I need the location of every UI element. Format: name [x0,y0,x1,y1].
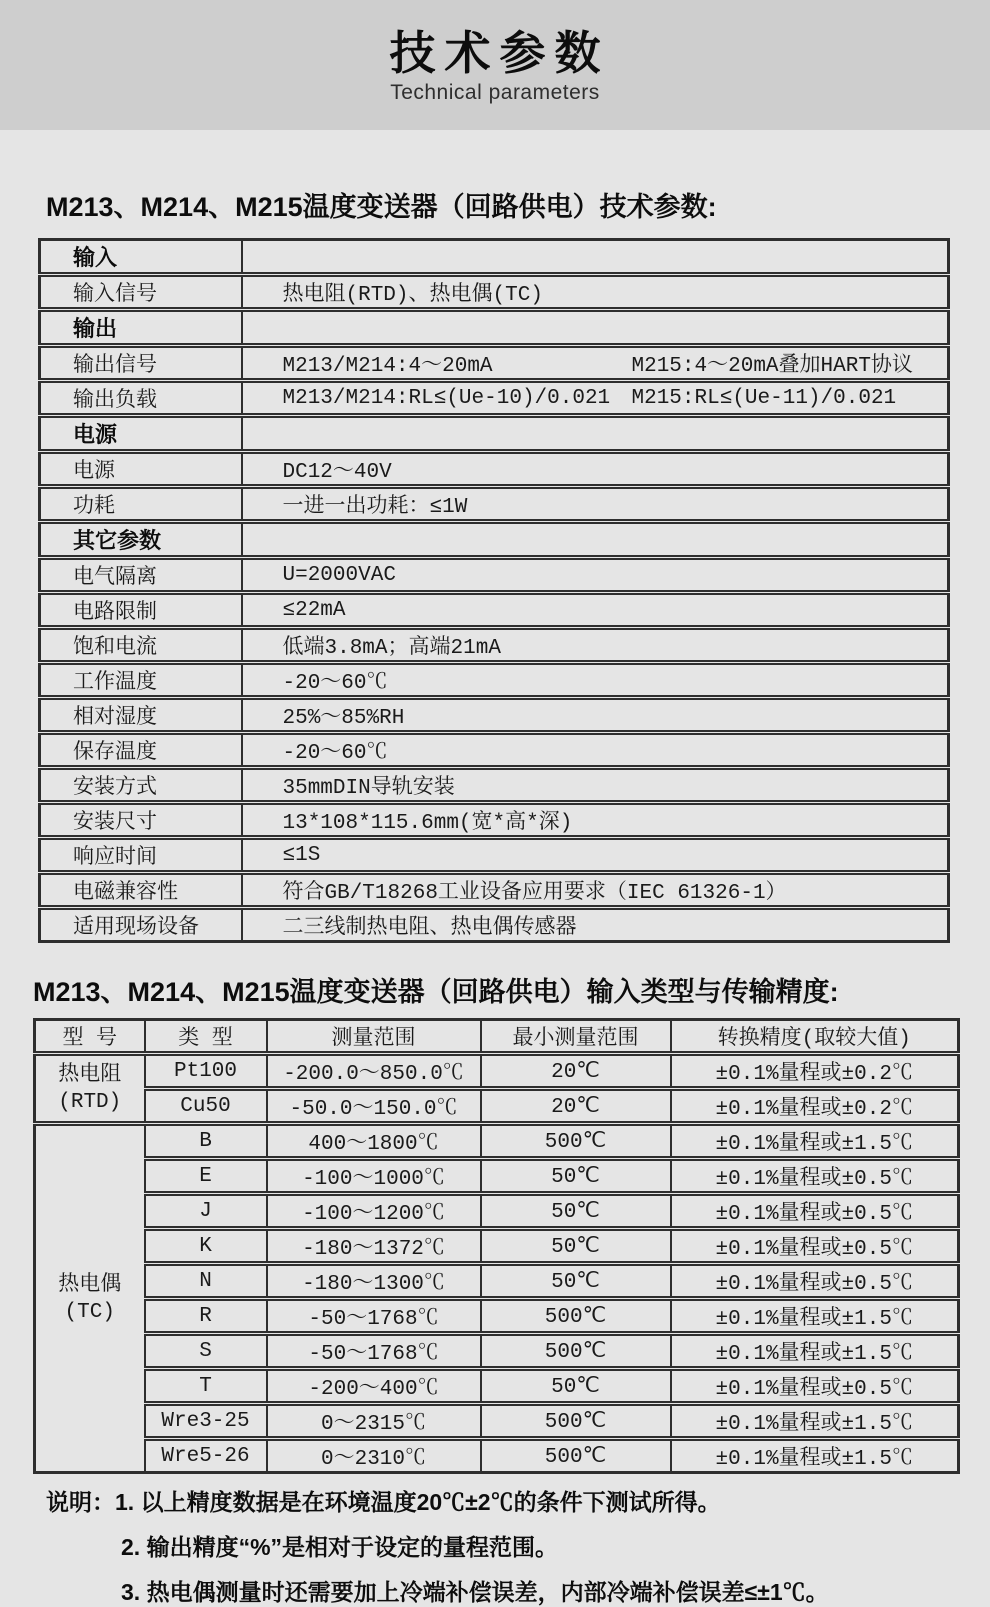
table-row [35,1439,959,1473]
accuracy-cell: ±0.1%量程或±0.5℃ [671,1194,959,1229]
types-table-body [35,1020,959,1473]
range-cell: -50～1768℃ [267,1334,481,1369]
param-label: 电气隔离 [40,558,242,593]
type-cell: B [145,1124,267,1159]
table-row [35,1229,959,1264]
type-cell: R [145,1299,267,1334]
type-cell: Pt100 [145,1054,267,1089]
param-value-right: M215:4～20mA叠加HART协议 [631,355,913,378]
range-cell: -50.0～150.0℃ [267,1089,481,1124]
range-cell: -180～1300℃ [267,1264,481,1299]
param-value: 25%～85%RH [242,698,949,733]
section-label: 电源 [40,416,242,452]
type-cell: S [145,1334,267,1369]
table-row [40,873,949,908]
table-row [35,1159,959,1194]
content [0,192,990,1607]
page-header [0,0,990,130]
table-row [40,698,949,733]
param-label: 电路限制 [40,593,242,628]
range-cell: -180～1372℃ [267,1229,481,1264]
type-cell: E [145,1159,267,1194]
page-title: 技术参数 [389,27,610,79]
model-sub: (RTD) [58,1090,122,1114]
min-range-cell: 50℃ [481,1194,671,1229]
accuracy-cell: ±0.1%量程或±1.5℃ [671,1299,959,1334]
min-range-cell: 50℃ [481,1159,671,1194]
param-value: 二三线制热电阻、热电偶传感器 [242,908,949,942]
min-range-cell: 20℃ [481,1089,671,1124]
range-cell: -50～1768℃ [267,1299,481,1334]
table-row [40,346,949,381]
type-cell: T [145,1369,267,1404]
param-value: 一进一出功耗：≤1W [242,487,949,522]
range-cell: -100～1000℃ [267,1159,481,1194]
section-label: 输出 [40,310,242,346]
params-table-body [40,240,949,942]
note-text: 2. 输出精度“%”是相对于设定的量程范围。 [121,1534,559,1560]
min-range-cell: 500℃ [481,1404,671,1439]
param-value: 低端3.8mA；高端21mA [242,628,949,663]
notes-prefix: 说明： [46,1489,115,1515]
range-cell: -100～1200℃ [267,1194,481,1229]
accuracy-cell: ±0.1%量程或±1.5℃ [671,1439,959,1473]
param-label: 相对湿度 [40,698,242,733]
table-row [40,593,949,628]
param-value: -20～60℃ [242,733,949,768]
param-label: 功耗 [40,487,242,522]
table-row [40,558,949,593]
accuracy-cell: ±0.1%量程或±1.5℃ [671,1404,959,1439]
note-line [46,1577,990,1607]
param-value: 符合GB/T18268工业设备应用要求（IEC 61326-1） [242,873,949,908]
min-range-cell: 500℃ [481,1334,671,1369]
param-label: 输入信号 [40,275,242,310]
range-cell: -200～400℃ [267,1369,481,1404]
type-cell: J [145,1194,267,1229]
table-row [35,1334,959,1369]
section-label: 输入 [40,240,242,275]
table-row [40,768,949,803]
param-value: 13*108*115.6mm(宽*高*深) [242,803,949,838]
table-row [40,240,949,275]
table-row [35,1404,959,1439]
table-row [40,628,949,663]
param-value [242,522,949,558]
note-text: 1. 以上精度数据是在环境温度20℃±2℃的条件下测试所得。 [115,1489,721,1515]
accuracy-cell: ±0.1%量程或±1.5℃ [671,1124,959,1159]
param-label: 饱和电流 [40,628,242,663]
param-label: 输出负载 [40,381,242,416]
accuracy-cell: ±0.1%量程或±0.5℃ [671,1229,959,1264]
min-range-cell: 500℃ [481,1299,671,1334]
param-value [242,240,949,275]
min-range-cell: 50℃ [481,1229,671,1264]
model-name: 热电偶 [58,1273,122,1297]
table-row [40,522,949,558]
model-sub: (TC) [64,1300,115,1324]
col-header-type: 类 型 [145,1020,267,1054]
table-row [35,1369,959,1404]
table-row [40,416,949,452]
col-header-accuracy: 转换精度(取较大值) [671,1020,959,1054]
param-label: 电源 [40,452,242,487]
table-row [35,1054,959,1089]
table-row [35,1089,959,1124]
note-text: 3. 热电偶测量时还需要加上冷端补偿误差，内部冷端补偿误差≤±1℃。 [121,1579,829,1605]
table-row [35,1299,959,1334]
type-cell: Cu50 [145,1089,267,1124]
range-cell: 0～2310℃ [267,1439,481,1473]
model-name: 热电阻 [58,1063,122,1087]
table-row [40,733,949,768]
param-label: 适用现场设备 [40,908,242,942]
table-row [40,663,949,698]
tech-params-table [38,238,950,943]
param-label: 工作温度 [40,663,242,698]
param-label: 安装尺寸 [40,803,242,838]
min-range-cell: 50℃ [481,1369,671,1404]
accuracy-cell: ±0.1%量程或±0.5℃ [671,1264,959,1299]
range-cell: -200.0～850.0℃ [267,1054,481,1089]
table-row [40,381,949,416]
accuracy-cell: ±0.1%量程或±0.5℃ [671,1369,959,1404]
param-value [242,310,949,346]
range-cell: 400～1800℃ [267,1124,481,1159]
table-row [40,275,949,310]
min-range-cell: 20℃ [481,1054,671,1089]
note-line [46,1487,990,1517]
accuracy-cell: ±0.1%量程或±0.2℃ [671,1054,959,1089]
param-label: 安装方式 [40,768,242,803]
param-value: DC12～40V [242,452,949,487]
table-row [40,310,949,346]
min-range-cell: 500℃ [481,1439,671,1473]
range-cell: 0～2315℃ [267,1404,481,1439]
table-row [40,487,949,522]
section1-heading: M213、M214、M215温度变送器（回路供电）技术参数: [46,192,717,222]
param-label: 输出信号 [40,346,242,381]
param-value: -20～60℃ [242,663,949,698]
param-value [242,346,949,381]
accuracy-cell: ±0.1%量程或±0.2℃ [671,1089,959,1124]
section2-heading: M213、M214、M215温度变送器（回路供电）输入类型与传输精度: [33,977,839,1007]
table-row [35,1124,959,1159]
table-row [35,1264,959,1299]
param-value: 热电阻(RTD)、热电偶(TC) [242,275,949,310]
type-cell: N [145,1264,267,1299]
input-types-table [33,1018,960,1474]
model-cell [35,1054,145,1124]
page-subtitle: Technical parameters [390,81,600,104]
param-value: ≤1S [242,838,949,873]
header-row [35,1020,959,1054]
param-value-right: M215:RL≤(Ue-11)/0.021 [631,386,897,410]
param-value-left: M213/M214:RL≤(Ue-10)/0.021 [282,386,611,410]
notes [46,1487,990,1607]
table-row [40,838,949,873]
table-row [35,1194,959,1229]
param-label: 保存温度 [40,733,242,768]
param-value [242,416,949,452]
min-range-cell: 50℃ [481,1264,671,1299]
param-value: 35mmDIN导轨安装 [242,768,949,803]
param-value [242,381,949,416]
param-label: 响应时间 [40,838,242,873]
param-value: ≤22mA [242,593,949,628]
section-label: 其它参数 [40,522,242,558]
table-row [40,803,949,838]
param-value: U=2000VAC [242,558,949,593]
note-line [46,1532,990,1562]
type-cell: Wre3-25 [145,1404,267,1439]
min-range-cell: 500℃ [481,1124,671,1159]
table-row [40,452,949,487]
param-value-left: M213/M214:4～20mA [282,355,493,378]
accuracy-cell: ±0.1%量程或±0.5℃ [671,1159,959,1194]
col-header-range: 测量范围 [267,1020,481,1054]
model-cell [35,1124,145,1473]
accuracy-cell: ±0.1%量程或±1.5℃ [671,1334,959,1369]
type-cell: Wre5-26 [145,1439,267,1473]
type-cell: K [145,1229,267,1264]
table-row [40,908,949,942]
col-header-min-range: 最小测量范围 [481,1020,671,1054]
col-header-model: 型 号 [35,1020,145,1054]
param-label: 电磁兼容性 [40,873,242,908]
